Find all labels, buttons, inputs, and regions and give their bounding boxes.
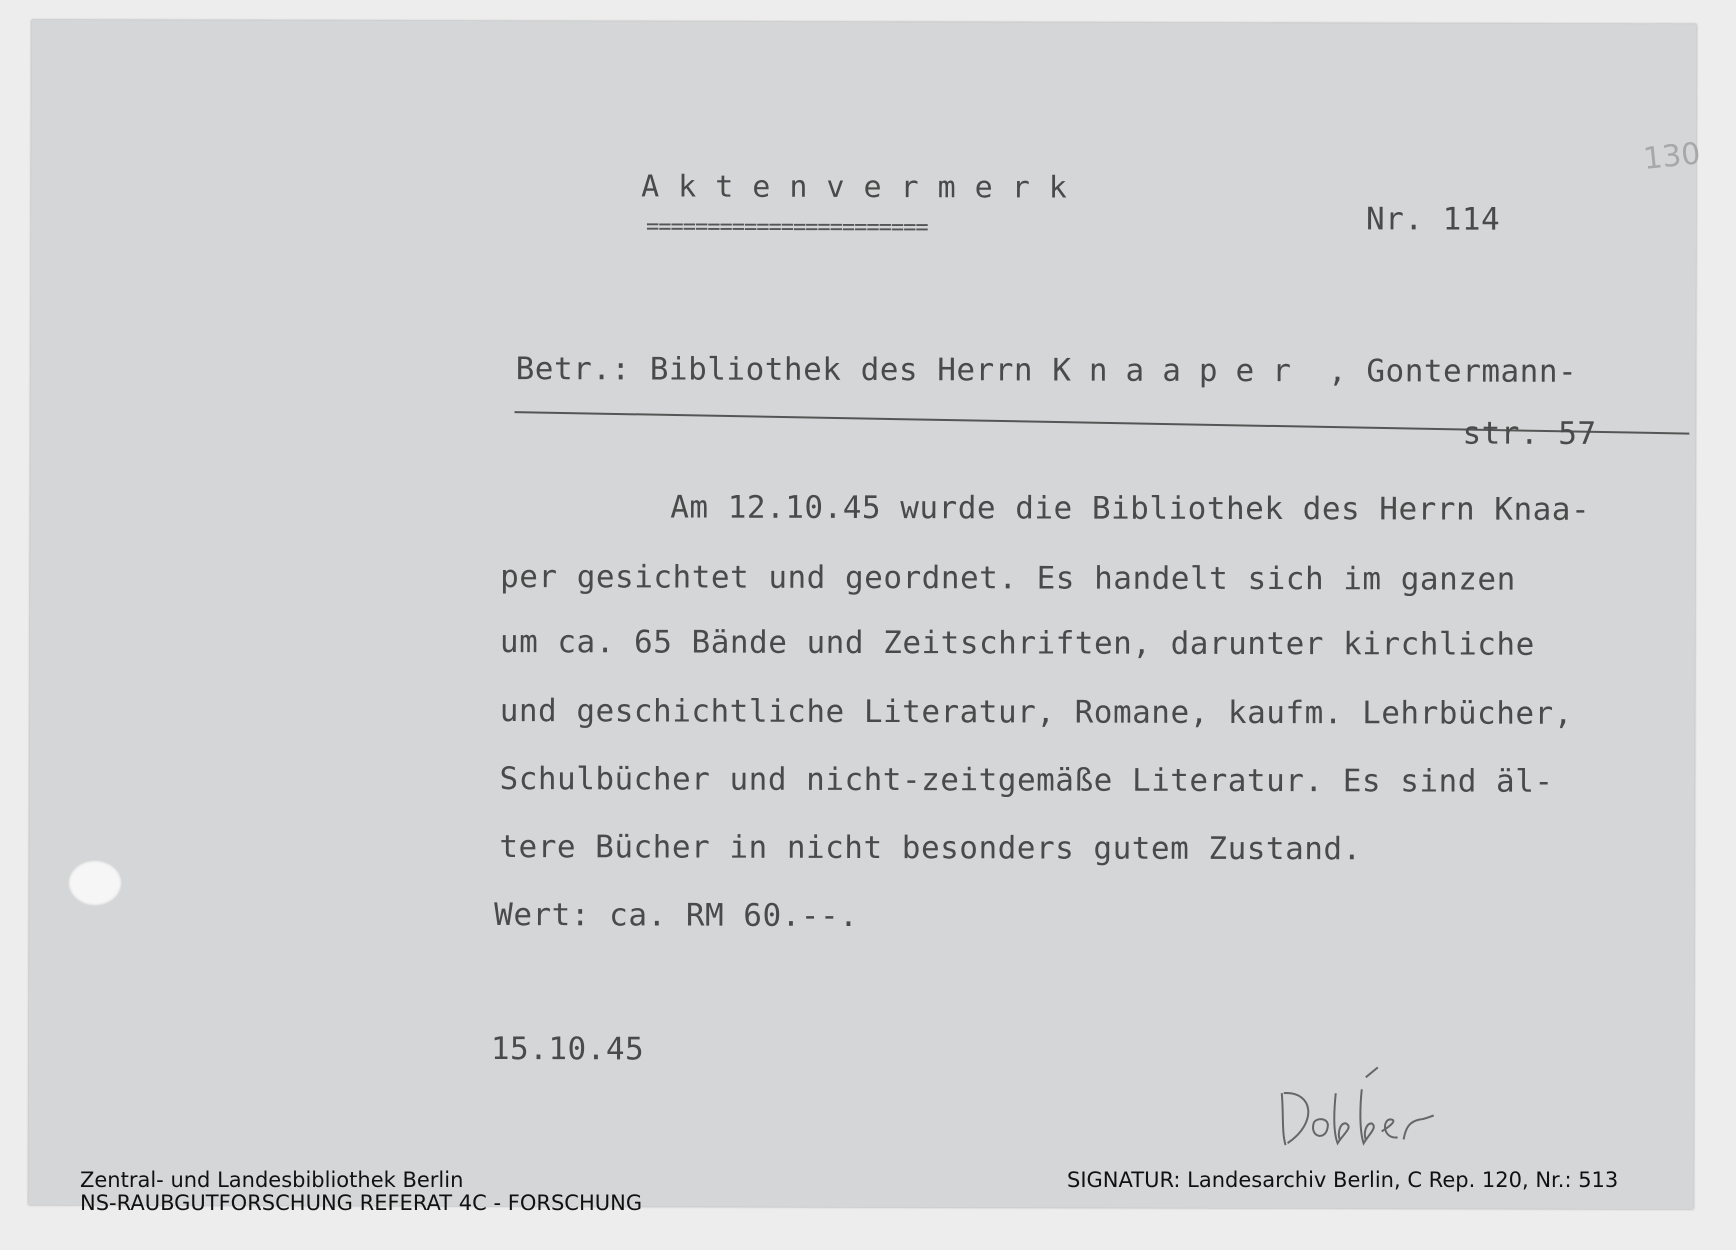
body-line: per gesichtet und geordnet. Es handelt sich im ganzen	[500, 559, 1516, 598]
footer-department: NS-RAUBGUTFORSCHUNG REFERAT 4C - FORSCHUNG	[80, 1191, 643, 1215]
body-line: Schulbücher und nicht-zeitgemäße Literatur. Es sind äl-	[499, 761, 1554, 800]
body-line: tere Bücher in nicht besonders gutem Zustand.	[499, 829, 1362, 868]
body-line: um ca. 65 Bände und Zeitschriften, darunter kirchliche	[499, 624, 1535, 663]
subject-prefix: Betr.:	[515, 351, 631, 388]
file-note-card	[28, 20, 1703, 1209]
body-line: Am 12.10.45 wurde die Bibliothek des Herrn Knaa-	[670, 489, 1591, 528]
subject-name: Knaaper	[1052, 352, 1309, 390]
subject-address-1: , Gontermann-	[1328, 353, 1578, 390]
handwritten-signature	[1274, 1063, 1464, 1153]
document-date: 15.10.45	[490, 1031, 645, 1068]
value-line: Wert: ca. RM 60.--.	[494, 897, 859, 934]
document-title: Aktenvermerk	[641, 169, 1086, 206]
subject-text: Bibliothek des Herrn	[649, 351, 1034, 389]
document-number: Nr. 114	[1365, 201, 1501, 238]
punch-hole	[68, 860, 122, 906]
archive-page-number: 130	[1641, 136, 1703, 177]
body-line: und geschichtliche Literatur, Romane, kaufm. Lehrbücher,	[499, 693, 1573, 732]
footer-signature-ref: SIGNATUR: Landesarchiv Berlin, C Rep. 120, Nr.: 513	[1067, 1168, 1619, 1192]
subject-address-2: str. 57	[1462, 415, 1597, 452]
subject-line	[516, 351, 1578, 390]
title-underline: =======================	[645, 214, 928, 241]
footer-institution: Zentral- und Landesbibliothek Berlin	[80, 1168, 464, 1192]
